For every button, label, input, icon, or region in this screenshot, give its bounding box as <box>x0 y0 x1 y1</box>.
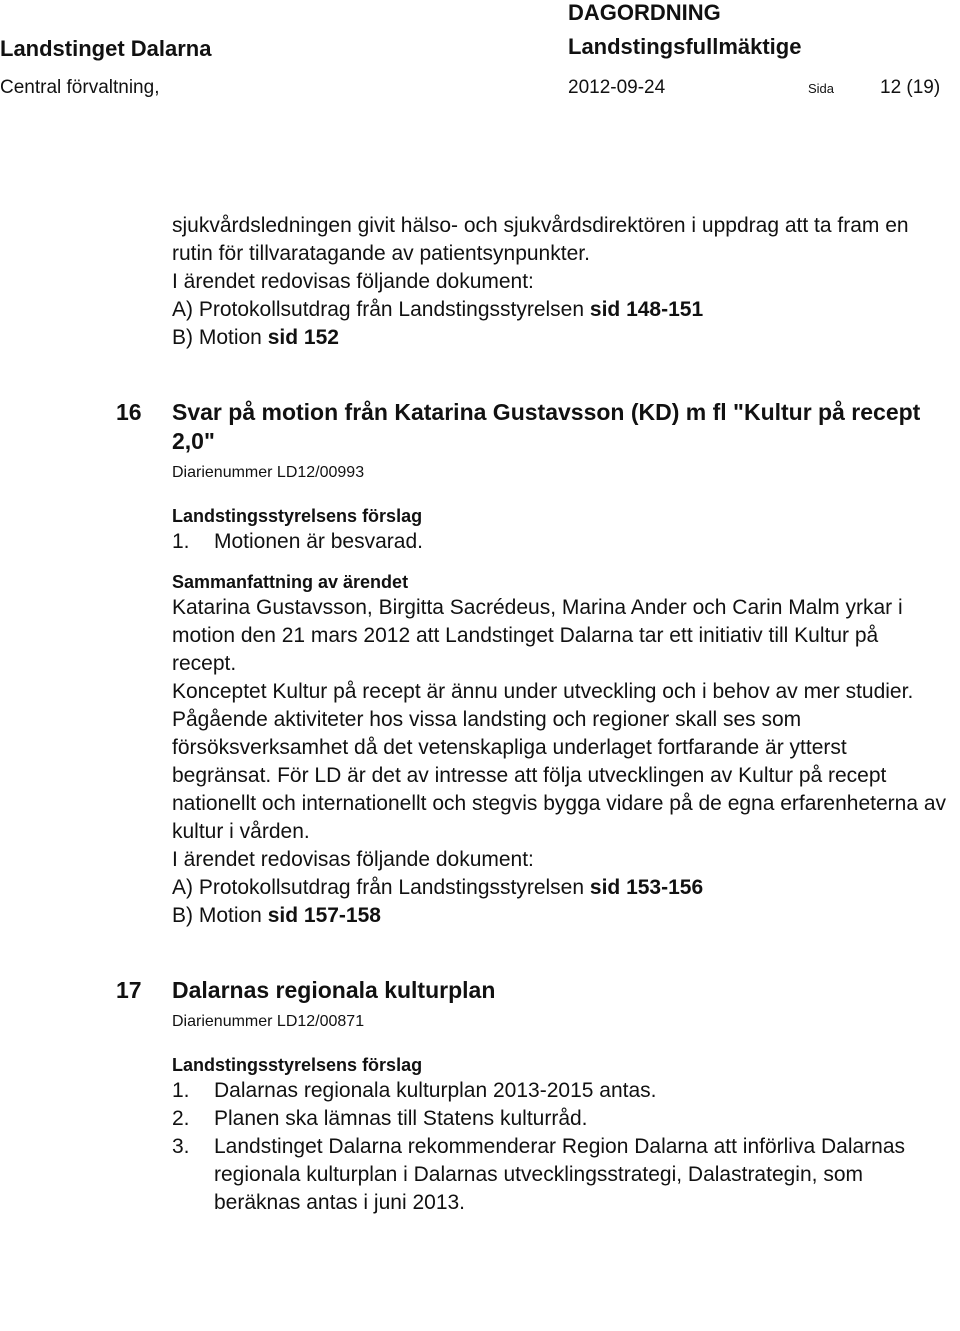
summary-paragraph-2: Konceptet Kultur på recept är ännu under utveckling och i behov av mer studier. Pågående aktiviteter hos vissa landsting och regioner skall ses som försöksverksamhet då det vetenskapliga underlaget fortfarande är ytterst begränsat. För LD är det av intresse att följa utvecklingen av Kultur på recept nationellt och internationellt och stegvis bygga vidare på de egna erfarenheterna av kultur i vården. <box>172 680 947 843</box>
proposal-item <box>172 1105 947 1133</box>
proposal-text: Dalarnas regionala kulturplan 2013-2015 antas. <box>214 1079 657 1102</box>
document-ref-b-text: B) Motion <box>172 904 262 927</box>
document-ref-a <box>172 874 947 902</box>
documents-intro: I ärendet redovisas följande dokument: <box>172 270 534 293</box>
item-number: 16 <box>116 399 142 425</box>
proposal-item <box>172 1077 947 1105</box>
continuation-text: sjukvårdsledningen givit hälso- och sjukvårdsdirektören i uppdrag att ta fram en rutin för tillvaratagande av patientsynpunkter. <box>172 214 909 265</box>
summary-paragraph-1: Katarina Gustavsson, Birgitta Sacrédeus, Marina Ander och Carin Malm yrkar i motion den 21 mars 2012 att Landstinget Dalarna tar ett initiativ till Kultur på recept. <box>172 596 903 675</box>
proposal-number: 1. <box>172 1079 190 1102</box>
assembly-name: Landstingsfullmäktige <box>568 34 802 59</box>
document-ref-b <box>172 902 947 930</box>
proposal-item <box>172 528 947 556</box>
item-title: Dalarnas regionala kulturplan <box>172 977 496 1003</box>
proposal-text: Landstinget Dalarna rekommenderar Region Dalarna att införliva Dalarnas regionala kulturplan i Dalarnas utvecklingsstrategi, Dalastrategin, som beräknas antas i juni 2013. <box>214 1135 906 1214</box>
page-number: 12 (19) <box>880 77 941 98</box>
agenda-item-17 <box>116 976 947 1217</box>
document-ref-a-text: A) Protokollsutdrag från Landstingsstyrelsen <box>172 876 585 899</box>
document-ref-b <box>172 324 947 352</box>
document-ref-b-text: B) Motion <box>172 326 262 349</box>
agenda-item-16 <box>116 398 947 930</box>
item-title: Svar på motion från Katarina Gustavsson (KD) m fl "Kultur på recept 2,0" <box>172 399 921 454</box>
documents-intro: I ärendet redovisas följande dokument: <box>172 848 534 871</box>
proposal-item <box>172 1133 947 1217</box>
proposal-number: 1. <box>172 530 190 553</box>
item-number: 17 <box>116 977 142 1003</box>
proposal-heading: Landstingsstyrelsens förslag <box>172 506 423 526</box>
summary-heading: Sammanfattning av ärendet <box>172 572 409 592</box>
document-type: DAGORDNING <box>568 0 721 25</box>
diary-number: Diarienummer LD12/00993 <box>172 464 365 481</box>
proposal-text: Motionen är besvarad. <box>214 530 423 553</box>
proposal-text: Planen ska lämnas till Statens kulturråd. <box>214 1107 588 1130</box>
proposal-heading: Landstingsstyrelsens förslag <box>172 1055 423 1075</box>
organization-name: Landstinget Dalarna <box>0 36 212 61</box>
diary-number: Diarienummer LD12/00871 <box>172 1013 365 1030</box>
department-name: Central förvaltning, <box>0 77 160 98</box>
proposal-list <box>172 528 947 556</box>
document-ref-b-page: sid 157-158 <box>267 904 381 927</box>
document-ref-a-page: sid 148-151 <box>589 298 704 321</box>
meeting-date: 2012-09-24 <box>568 77 666 98</box>
document-ref-a-text: A) Protokollsutdrag från Landstingsstyrelsen <box>172 298 585 321</box>
document-ref-a <box>172 296 947 324</box>
proposal-list <box>172 1077 947 1217</box>
document-ref-a-page: sid 153-156 <box>589 876 704 899</box>
page-label: Sida <box>808 81 835 96</box>
document-ref-b-page: sid 152 <box>267 326 339 349</box>
proposal-number: 2. <box>172 1107 190 1130</box>
agenda-content <box>116 212 947 1217</box>
proposal-number: 3. <box>172 1135 190 1158</box>
